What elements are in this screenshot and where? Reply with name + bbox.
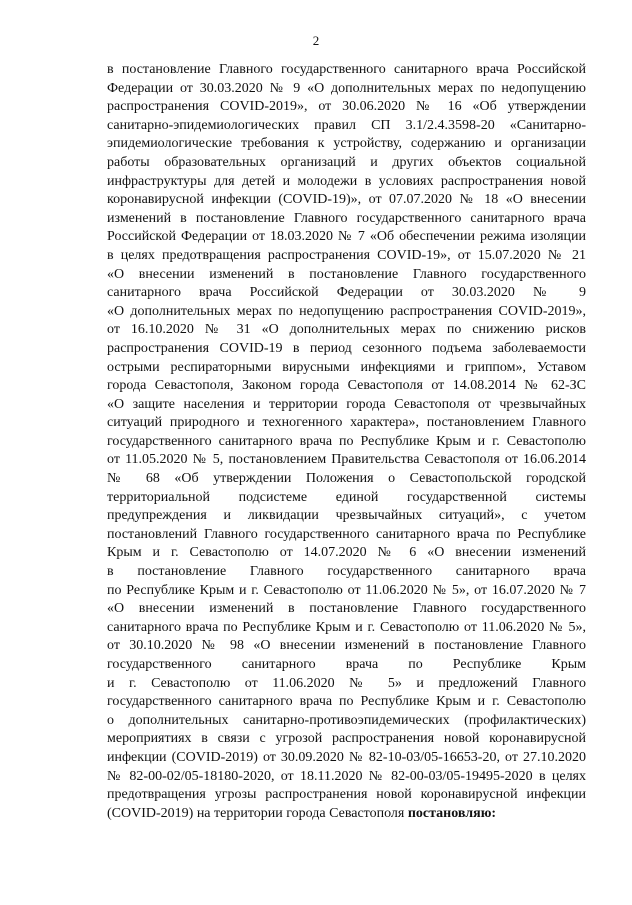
text-line: города Севастополя, Законом города Севастополя от 14.08.2014 № 62-ЗС [107,378,586,394]
text-line: острыми респираторными вирусными инфекциями и гриппом», Уставом [107,359,586,375]
text-line: санитарного врача Российской Федерации от 30.03.2020 № 9 [107,285,586,301]
text-line: по Республике Крым и г. Севастополю от 11.06.2020 № 5», от 16.07.2020 № 7 [107,582,586,598]
body-text [107,61,586,823]
text-line: «О внесении изменений в постановление Главного государственного [107,266,586,282]
text-line: государственного санитарного врача по Республике Крым и г. Севастополю [107,433,586,449]
text-line: работы образовательных организаций и других объектов социальной [107,154,586,170]
text-line: от 16.10.2020 № 31 «О дополнительных мерах по снижению рисков [107,322,586,338]
text-line: и г. Севастополю от 11.06.2020 № 5» и предложений Главного [107,675,586,691]
final-line-text: (COVID-2019) на территории города Севастополя [107,805,408,821]
text-line: от 11.05.2020 № 5, постановлением Правительства Севастополя от 16.06.2014 [107,452,586,468]
text-line: изменений в постановление Главного государственного санитарного врача [107,210,586,226]
text-line: от 30.10.2020 № 98 «О внесении изменений в постановление Главного [107,638,586,654]
text-line: в постановление Главного государственного санитарного врача [107,564,586,580]
text-line: территориальной подсистеме единой государственной системы [107,489,586,505]
text-line: предотвращения угрозы распространения новой коронавирусной инфекции [107,787,586,803]
page-number: 2 [312,33,320,48]
text-line: № 82-00-02/05-18180-2020, от 18.11.2020 № 82-00-03/05-19495-2020 в целях [107,768,586,784]
text-line: коронавирусной инфекции (COVID-19)», от 07.07.2020 № 18 «О внесении [107,192,586,208]
text-line: мероприятиях в связи с угрозой распространения новой коронавирусной [107,731,586,747]
text-line: Российской Федерации от 18.03.2020 № 7 «Об обеспечении режима изоляции [107,229,586,245]
text-line: государственного санитарного врача по Республике Крым [107,657,586,672]
text-line: инфекции (COVID-2019) от 30.09.2020 № 82-10-03/05-16653-20, от 27.10.2020 [107,749,586,765]
text-line: «О дополнительных мерах по недопущению распространения COVID-2019», [107,303,586,319]
text-line: ситуаций природного и техногенного характера», постановлением Главного [107,415,586,431]
text-line: в постановление Главного государственного санитарного врача Российской [107,62,586,77]
text-line: санитарно-эпидемиологических правил СП 3.1/2.4.3598-20 «Санитарно- [107,117,586,133]
text-line: распространения COVID-19 в период сезонного подъема заболеваемости [107,340,586,356]
text-line: санитарного врача по Республике Крым и г. Севастополю от 11.06.2020 № 5», [107,619,586,635]
text-line: Федерации от 30.03.2020 № 9 «О дополнительных мерах по недопущению [107,80,586,96]
text-line: Крым и г. Севастополю от 14.07.2020 № 6 «О внесении изменений [107,545,586,561]
text-line: эпидемиологические требования к устройству, содержанию и организации [107,136,586,152]
text-line: государственного санитарного врача по Республике Крым и г. Севастополю [107,694,586,710]
text-line: в целях предотвращения распространения COVID-19», от 15.07.2020 № 21 [107,247,586,263]
text-line: постановлений Главного государственного санитарного врача по Республике [107,526,586,542]
text-line: № 68 «Об утверждении Положения о Севастопольской городской [107,471,586,487]
text-line: о дополнительных санитарно-противоэпидемических (профилактических) [107,712,586,728]
text-line-final [107,805,586,824]
text-line: «О внесении изменений в постановление Главного государственного [107,601,586,617]
text-line: инфраструктуры для детей и молодежи в условиях распространения новой [107,173,586,189]
text-line: предупреждения и ликвидации чрезвычайных ситуаций», с учетом [107,508,586,524]
text-line: «О защите населения и территории города Севастополя от чрезвычайных [107,396,586,412]
text-line: распространения COVID-2019», от 30.06.2020 № 16 «Об утверждении [107,99,586,115]
resolution-keyword: постановляю: [407,805,497,821]
